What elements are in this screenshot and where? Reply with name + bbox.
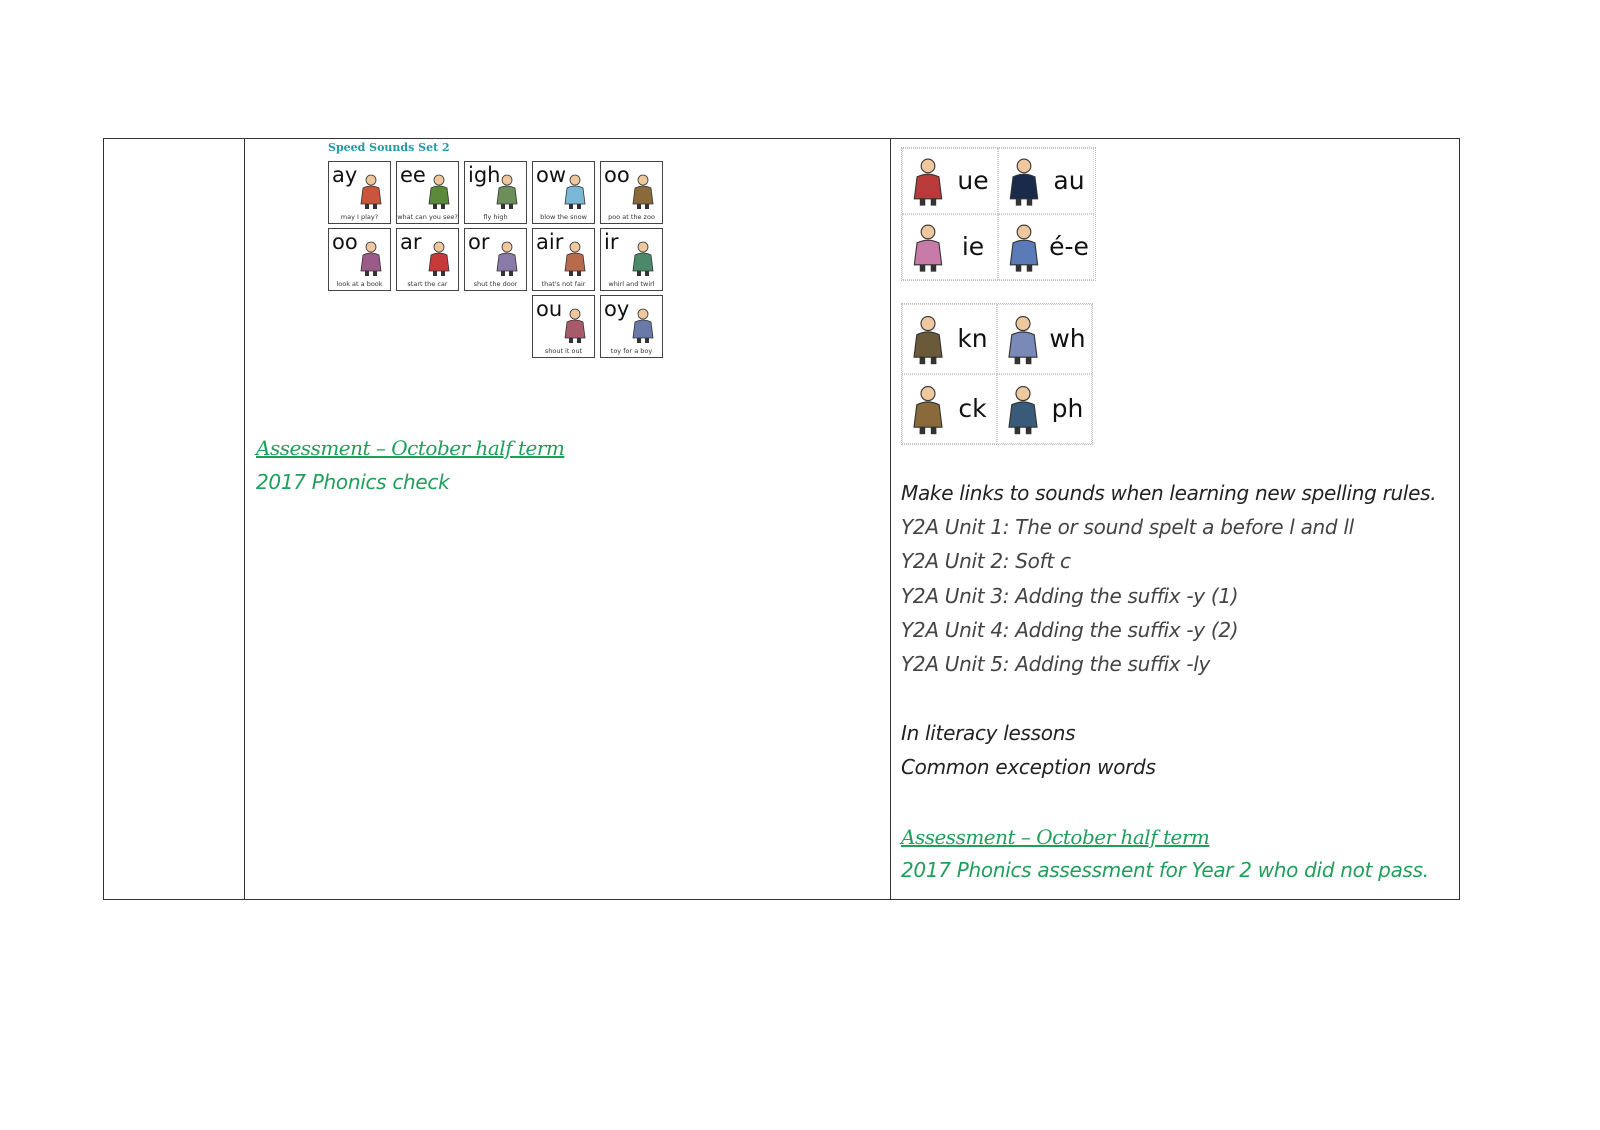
illustration-icon — [907, 155, 949, 207]
unit-line: Y2A Unit 5: Adding the suffix -ly — [901, 652, 1211, 676]
assessment-text-right: 2017 Phonics assessment for Year 2 who did not pass. — [901, 858, 1429, 882]
illustration-icon — [907, 381, 949, 437]
illustration-icon — [628, 306, 658, 344]
speed-sound-card — [532, 295, 595, 358]
literacy-text: In literacy lessons — [901, 721, 1076, 745]
sound-label: ay — [332, 163, 358, 187]
sound-card — [997, 374, 1092, 444]
sound-card — [998, 148, 1094, 214]
sound-label: ow — [536, 163, 567, 187]
illustration-icon — [1002, 311, 1044, 367]
sound-label: oo — [332, 230, 358, 254]
card-caption: may I play? — [340, 213, 379, 221]
speed-sound-card — [328, 228, 391, 291]
card-caption: that's not fair — [541, 280, 586, 288]
illustration-icon — [356, 172, 386, 210]
sound-label: ph — [1051, 394, 1084, 423]
speed-sound-card — [464, 161, 527, 224]
sound-label: oy — [604, 297, 630, 321]
spelling-cell — [891, 139, 1460, 900]
sound-label: ee — [400, 163, 426, 187]
card-caption: whirl and twirl — [608, 280, 655, 288]
card-caption: shut the door — [473, 280, 518, 288]
planning-table — [103, 138, 1460, 900]
speed-sounds-grid — [328, 161, 665, 361]
card-caption: blow the snow — [540, 213, 587, 221]
illustration-icon — [907, 221, 949, 273]
speed-sound-card — [396, 161, 459, 224]
sound-label: wh — [1049, 324, 1086, 353]
illustration-icon — [907, 311, 949, 367]
sound-label: ou — [536, 297, 563, 321]
sound-label: ie — [961, 232, 985, 261]
illustration-icon — [1003, 221, 1045, 273]
card-caption: toy for a boy — [610, 347, 653, 355]
sound-label: au — [1053, 166, 1085, 195]
sound-label: ue — [957, 166, 989, 195]
illustration-icon — [356, 239, 386, 277]
illustration-icon — [560, 239, 590, 277]
sound-card — [902, 214, 998, 280]
sound-card — [998, 214, 1094, 280]
illustration-icon — [492, 239, 522, 277]
unit-line: Y2A Unit 1: The or sound spelt a before l and ll — [901, 515, 1354, 539]
card-caption: fly high — [483, 213, 508, 221]
card-caption: what can you see? — [397, 213, 458, 221]
sound-label: é-e — [1049, 232, 1089, 261]
illustration-icon — [424, 239, 454, 277]
illustration-icon — [1002, 381, 1044, 437]
speed-sounds-title: Speed Sounds Set 2 — [328, 141, 450, 154]
card-caption: poo at the zoo — [608, 213, 655, 221]
sound-label: ir — [604, 230, 619, 254]
sound-label: oo — [604, 163, 630, 187]
illustration-icon — [560, 172, 590, 210]
exception-text: Common exception words — [901, 755, 1156, 779]
assessment-heading-right: Assessment – October half term — [901, 825, 1210, 849]
sound-card — [902, 148, 998, 214]
illustration-icon — [1003, 155, 1045, 207]
illustration-icon — [628, 239, 658, 277]
speed-sound-card — [396, 228, 459, 291]
illustration-icon — [492, 172, 522, 210]
speed-sound-card — [600, 295, 663, 358]
speed-sound-card — [600, 161, 663, 224]
sound-label: or — [468, 230, 490, 254]
unit-line: Y2A Unit 3: Adding the suffix -y (1) — [901, 584, 1239, 608]
intro-text: Make links to sounds when learning new spelling rules. — [901, 481, 1437, 505]
sound-card — [997, 304, 1092, 374]
speed-sound-card — [328, 161, 391, 224]
card-caption: look at a book — [336, 280, 383, 288]
sound-label: igh — [468, 163, 501, 187]
unit-line: Y2A Unit 2: Soft c — [901, 549, 1071, 573]
sound-label: ck — [958, 394, 987, 423]
unit-line: Y2A Unit 4: Adding the suffix -y (2) — [901, 618, 1239, 642]
sound-label: air — [536, 230, 564, 254]
illustration-icon — [628, 172, 658, 210]
assessment-text: 2017 Phonics check — [256, 470, 450, 494]
assessment-heading: Assessment – October half term — [256, 436, 565, 460]
card-caption: start the car — [407, 280, 448, 288]
phonics-cell — [245, 139, 891, 900]
sound-card — [902, 304, 997, 374]
speed-sound-card — [600, 228, 663, 291]
sound-label: kn — [957, 324, 988, 353]
blank-column-cell — [104, 139, 245, 900]
sound-card — [902, 374, 997, 444]
card-caption: shout it out — [544, 347, 583, 355]
sound-label: ar — [400, 230, 422, 254]
speed-sound-card — [464, 228, 527, 291]
sound-cards-top — [901, 147, 1096, 281]
illustration-icon — [560, 306, 590, 344]
sound-cards-bottom — [901, 303, 1093, 445]
illustration-icon — [424, 172, 454, 210]
speed-sound-card — [532, 161, 595, 224]
speed-sound-card — [532, 228, 595, 291]
